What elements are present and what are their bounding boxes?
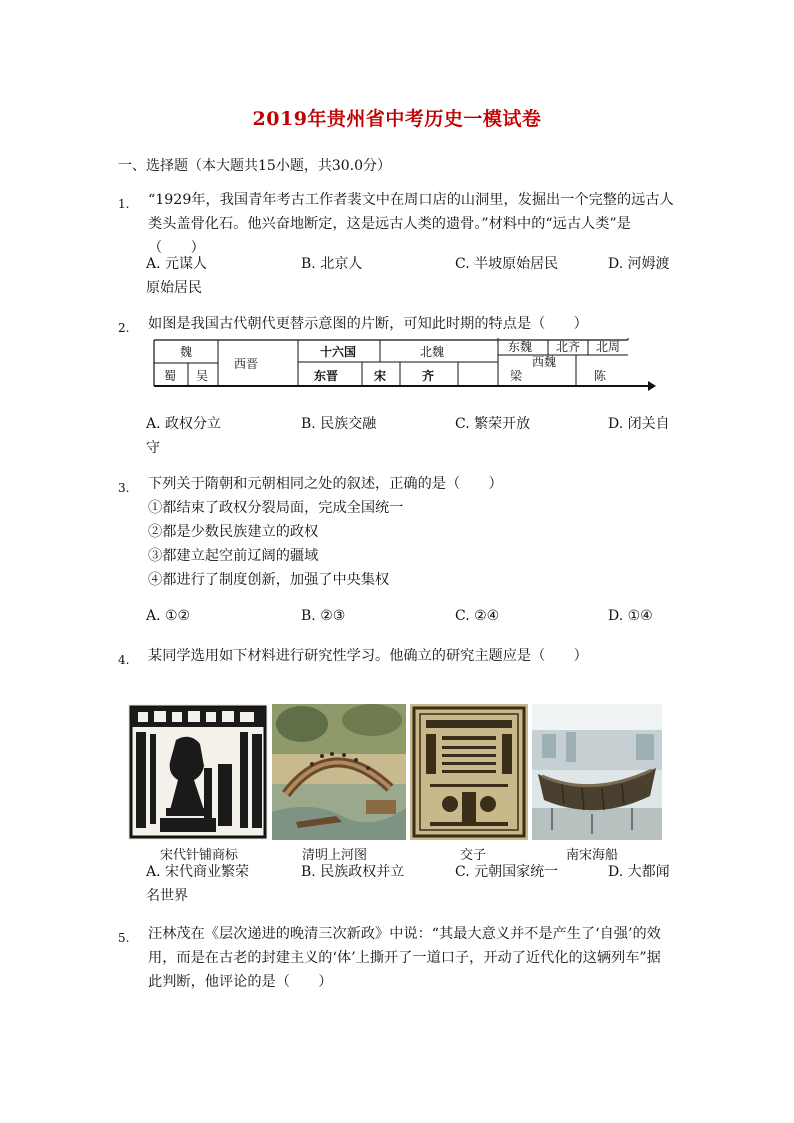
question-2	[118, 312, 678, 336]
image-caption: 交子	[460, 848, 487, 863]
statement-1: ①都结束了政权分裂局面，完成全国统一	[148, 500, 404, 516]
option-a[interactable]: A. 宋代商业繁荣	[146, 864, 250, 880]
timeline-label-eastern-wei: 东魏	[508, 340, 533, 354]
option-c[interactable]: C. 元朝国家统一	[455, 864, 559, 880]
timeline-label-wu: 吴	[196, 369, 209, 383]
option-d-wrap: 原始居民	[146, 280, 202, 296]
question-number: 4.	[118, 653, 130, 667]
question-number: 2.	[118, 321, 130, 335]
timeline-label-sixteen-kingdoms: 十六国	[320, 345, 357, 359]
option-d[interactable]: D. 大都闻	[608, 864, 670, 880]
question-5	[118, 922, 678, 994]
question-number: 1.	[118, 197, 130, 211]
option-d[interactable]: D. 闭关自	[608, 416, 670, 432]
material-images	[124, 704, 664, 864]
qingming-riverside-painting-image	[272, 704, 406, 840]
timeline-label-northern-wei: 北魏	[420, 345, 445, 359]
option-b[interactable]: B. 民族交融	[301, 416, 377, 432]
option-a[interactable]: A. ①②	[146, 608, 191, 624]
question-text-line: 类头盖骨化石。他兴奋地断定，这是远古人类的遗骨。”材料中的“远古人类”是（ ）	[148, 216, 631, 256]
question-3	[118, 472, 678, 592]
image-caption: 清明上河图	[302, 848, 368, 863]
timeline-label-northern-qi: 北齐	[556, 340, 581, 354]
question-text-line: 汪林茂在《层次递进的晚清三次新政》中说：“其最大意义并不是产生了‘自强’的效	[148, 926, 661, 942]
timeline-label-chen: 陈	[594, 369, 607, 383]
question-text-line: 下列关于隋朝和元朝相同之处的叙述，正确的是（ ）	[148, 476, 503, 492]
option-d-wrap: 守	[146, 440, 160, 456]
question-number: 3.	[118, 481, 130, 495]
statement-4: ④都进行了制度创新，加强了中央集权	[148, 572, 390, 588]
question-1	[118, 188, 678, 260]
statement-2: ②都是少数民族建立的政权	[148, 524, 319, 540]
page-title: 2019年贵州省中考历史一模试卷	[252, 108, 542, 130]
timeline-label-wei: 魏	[180, 345, 193, 359]
question-text-line: 如图是我国古代朝代更替示意图的片断，可知此时期的特点是（ ）	[148, 316, 588, 332]
option-c[interactable]: C. 繁荣开放	[455, 416, 531, 432]
timeline-label-eastern-jin: 东晋	[314, 369, 339, 383]
timeline-label-northern-zhou: 北周	[596, 340, 621, 354]
option-a[interactable]: A. 政权分立	[146, 416, 222, 432]
option-b[interactable]: B. 北京人	[301, 256, 363, 272]
question-4	[118, 644, 678, 668]
question-text-line: 用，而是在古老的封建主义的‘体’上撕开了一道口子，开动了近代化的这辆列车”据	[148, 950, 661, 966]
option-b[interactable]: B. 民族政权并立	[301, 864, 405, 880]
question-number: 5.	[118, 931, 130, 945]
option-b[interactable]: B. ②③	[301, 608, 346, 624]
option-a[interactable]: A. 元谋人	[146, 256, 208, 272]
question-text-line: 某同学选用如下材料进行研究性学习。他确立的研究主题应是（ ）	[148, 648, 588, 664]
option-c[interactable]: C. 半坡原始居民	[455, 256, 559, 272]
dynasty-timeline	[148, 336, 658, 396]
timeline-label-western-wei: 西魏	[532, 355, 557, 369]
statement-3: ③都建立起空前辽阔的疆域	[148, 548, 319, 564]
image-caption: 南宋海船	[566, 848, 619, 863]
jiaozi-paper-money-image	[410, 704, 528, 840]
option-d-wrap: 名世界	[146, 888, 188, 904]
song-needle-shop-trademark-image	[128, 704, 268, 840]
option-c[interactable]: C. ②④	[455, 608, 500, 624]
timeline-label-shu: 蜀	[164, 369, 177, 383]
question-text-line: 此判断，他评论的是（ ）	[148, 974, 333, 990]
timeline-label-qi: 齐	[422, 369, 435, 383]
southern-song-ship-image	[532, 704, 662, 840]
option-d[interactable]: D. ①④	[608, 608, 653, 624]
timeline-label-liang: 梁	[510, 369, 523, 383]
question-text-line: “1929年，我国青年考古工作者裴文中在周口店的山洞里，发掘出一个完整的远古人	[148, 192, 674, 208]
timeline-label-western-jin: 西晋	[234, 357, 259, 371]
image-caption: 宋代针铺商标	[160, 848, 239, 863]
option-d[interactable]: D. 河姆渡	[608, 256, 670, 272]
section-heading: 一、选择题（本大题共15小题，共30.0分）	[118, 158, 391, 174]
timeline-label-song: 宋	[374, 369, 387, 383]
dynasty-timeline-svg	[148, 336, 658, 396]
